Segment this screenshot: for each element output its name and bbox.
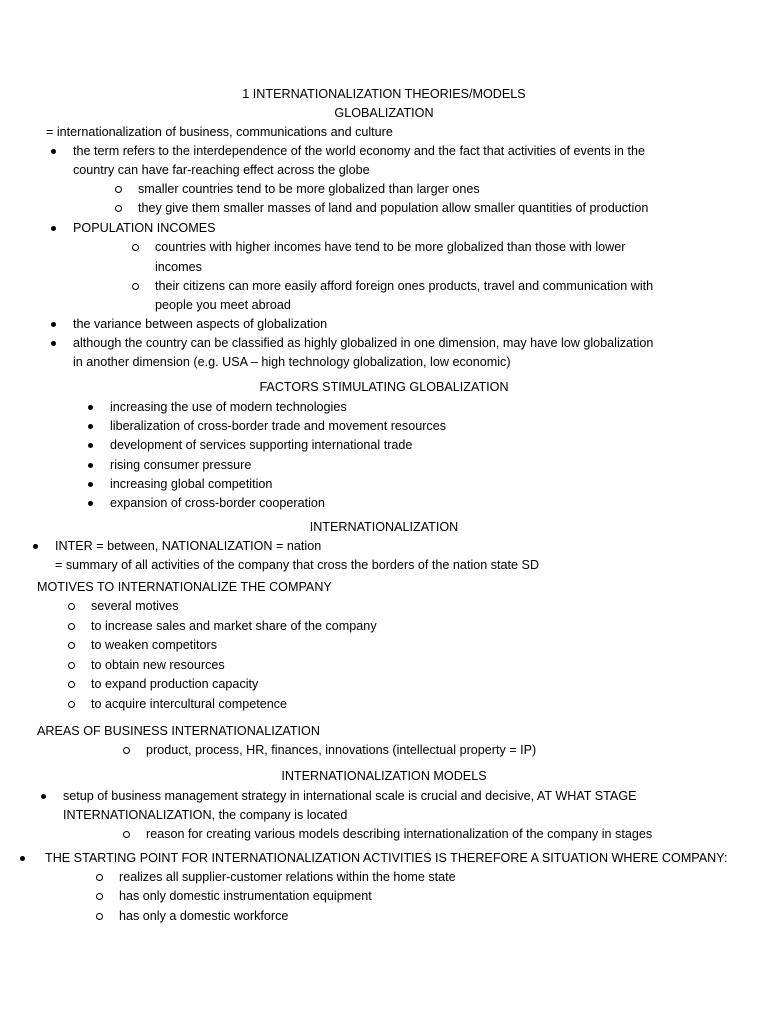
internationalization-bullet: INTER = between, NATIONALIZATION = nation xyxy=(55,539,322,553)
sub-bullet-icon xyxy=(68,662,75,669)
sub-bullet-icon xyxy=(68,681,75,688)
globalization-bullet-1: the term refers to the interdependence of the world economy and the fact that activities of events in the xyxy=(73,144,645,158)
heading-models: INTERNATIONALIZATION MODELS xyxy=(281,769,487,783)
sub-bullet-icon xyxy=(115,205,122,212)
incomes-sub-2: their citizens can more easily afford foreign ones products, travel and communication with xyxy=(155,279,654,293)
globalization-bullet-1-cont: country can have far-reaching effect across the globe xyxy=(73,163,370,177)
globalization-definition: = internationalization of business, communications and culture xyxy=(46,125,393,139)
heading-areas: AREAS OF BUSINESS INTERNATIONALIZATION xyxy=(37,724,320,738)
bullet-icon xyxy=(41,794,46,799)
models-bullet-1: setup of business management strategy in international scale is crucial and decisive, AT WHAT STAGE xyxy=(63,789,637,803)
bullet-icon xyxy=(20,856,25,861)
factor-item: increasing the use of modern technologies xyxy=(110,400,347,414)
heading-motives: MOTIVES TO INTERNATIONALIZE THE COMPANY xyxy=(37,580,332,594)
factor-item: liberalization of cross-border trade and movement resources xyxy=(110,419,446,433)
sub-bullet-icon xyxy=(68,603,75,610)
heading-factors: FACTORS STIMULATING GLOBALIZATION xyxy=(259,380,509,394)
motive-item: to weaken competitors xyxy=(91,638,217,652)
motive-item: to expand production capacity xyxy=(91,677,259,691)
sub-bullet-icon xyxy=(68,623,75,630)
bullet-icon xyxy=(88,443,93,448)
models-bullet-1-cont: INTERNATIONALIZATION, the company is located xyxy=(63,808,348,822)
factor-item: development of services supporting international trade xyxy=(110,438,413,452)
sub-bullet-icon xyxy=(96,893,103,900)
bullet-icon xyxy=(88,501,93,506)
bullet-icon xyxy=(51,322,56,327)
heading-globalization: GLOBALIZATION xyxy=(334,106,434,120)
sub-bullet-icon xyxy=(96,874,103,881)
bullet-icon xyxy=(88,424,93,429)
bullet-icon xyxy=(51,226,56,231)
bullet-icon xyxy=(88,463,93,468)
motive-item: to obtain new resources xyxy=(91,658,225,672)
sub-bullet-icon xyxy=(68,642,75,649)
sub-bullet-icon xyxy=(123,831,130,838)
bullet-icon xyxy=(88,482,93,487)
incomes-sub-1: countries with higher incomes have tend to be more globalized than those with lower xyxy=(155,240,626,254)
starting-point-item: realizes all supplier-customer relations within the home state xyxy=(119,870,456,884)
bullet-icon xyxy=(51,149,56,154)
models-bullet-2: THE STARTING POINT FOR INTERNATIONALIZATION ACTIVITIES IS THEREFORE A SITUATION WHERE COMPANY: xyxy=(45,851,728,865)
bullet-icon xyxy=(33,544,38,549)
starting-point-item: has only domestic instrumentation equipment xyxy=(119,889,372,903)
areas-item: product, process, HR, finances, innovations (intellectual property = IP) xyxy=(146,743,537,757)
document-title: 1 INTERNATIONALIZATION THEORIES/MODELS xyxy=(242,87,526,101)
incomes-sub-1-cont: incomes xyxy=(155,260,202,274)
models-sub: reason for creating various models describing internationalization of the company in stages xyxy=(146,827,653,841)
bullet-icon xyxy=(51,341,56,346)
sub-bullet-icon xyxy=(115,186,122,193)
sub-bullet-icon xyxy=(132,244,139,251)
motive-item: several motives xyxy=(91,599,179,613)
globalization-sub-2: they give them smaller masses of land and population allow smaller quantities of production xyxy=(138,201,649,215)
factor-item: expansion of cross-border cooperation xyxy=(110,496,325,510)
motive-item: to acquire intercultural competence xyxy=(91,697,288,711)
sub-bullet-icon xyxy=(132,283,139,290)
sub-bullet-icon xyxy=(123,747,130,754)
heading-internationalization: INTERNATIONALIZATION xyxy=(309,520,459,534)
sub-bullet-icon xyxy=(96,913,103,920)
sub-bullet-icon xyxy=(68,701,75,708)
motive-item: to increase sales and market share of the company xyxy=(91,619,377,633)
globalization-bullet-2: POPULATION INCOMES xyxy=(73,221,216,235)
factor-item: rising consumer pressure xyxy=(110,458,252,472)
globalization-sub-1: smaller countries tend to be more globalized than larger ones xyxy=(138,182,480,196)
factor-item: increasing global competition xyxy=(110,477,273,491)
globalization-bullet-3: the variance between aspects of globalization xyxy=(73,317,328,331)
starting-point-item: has only a domestic workforce xyxy=(119,909,289,923)
bullet-icon xyxy=(88,405,93,410)
globalization-bullet-4-cont: in another dimension (e.g. USA – high technology globalization, low economic) xyxy=(73,355,511,369)
internationalization-summary: = summary of all activities of the company that cross the borders of the nation state SD xyxy=(55,558,540,572)
globalization-bullet-4: although the country can be classified as highly globalized in one dimension, may have low globalization xyxy=(73,336,654,350)
incomes-sub-2-cont: people you meet abroad xyxy=(155,298,291,312)
